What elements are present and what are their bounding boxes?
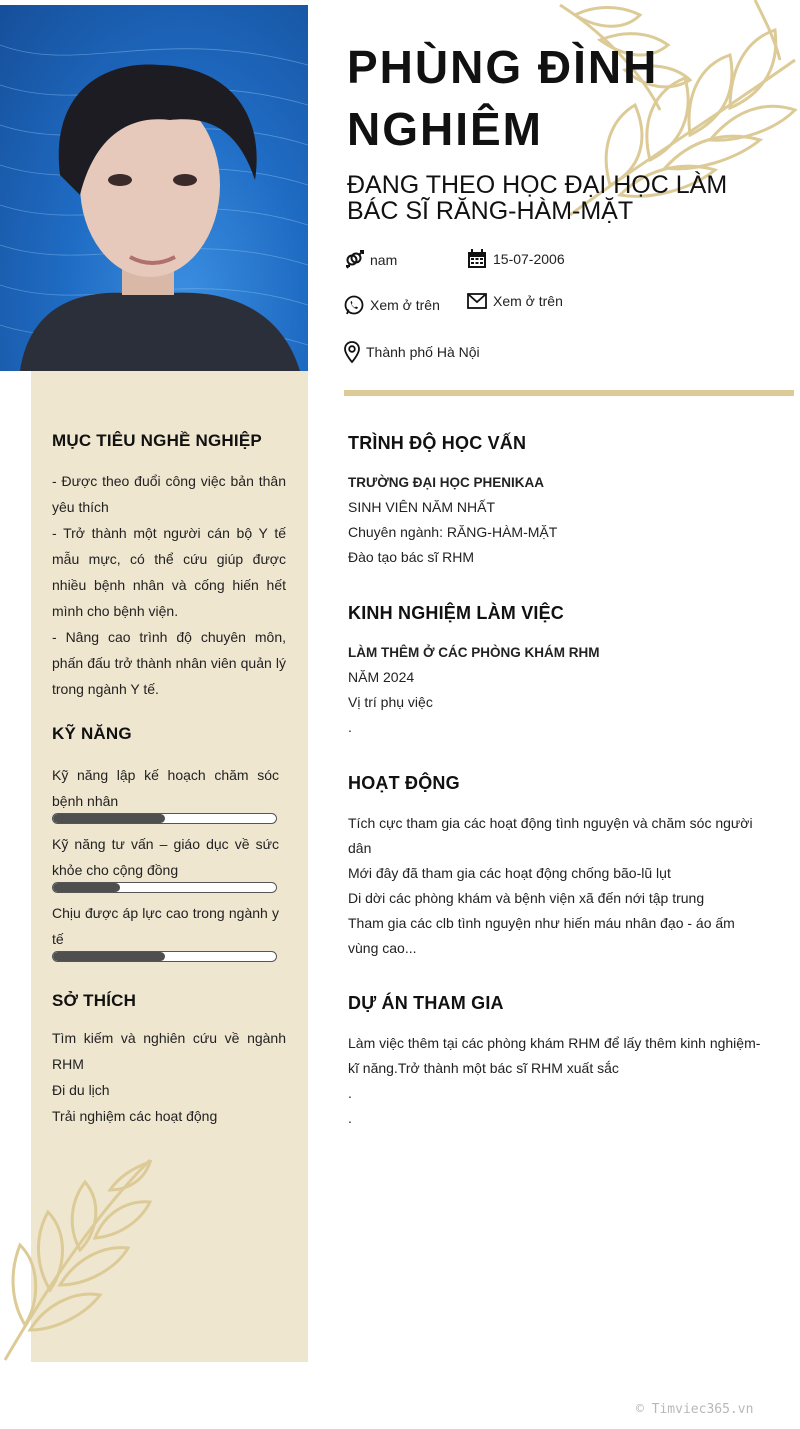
birthdate-info bbox=[467, 249, 565, 269]
activity-line: Di dời các phòng khám và bệnh viện xã đến nới tập trung bbox=[348, 890, 705, 906]
objective-line: - Trở thành một người cán bộ Y tế mẫu mực, có thể cứu giúp được nhiều bệnh nhân và cống hiến hết mình cho bệnh viện. bbox=[52, 525, 286, 619]
calendar-icon bbox=[467, 249, 487, 269]
skill-label: Kỹ năng tư vấn – giáo dục về sức khỏe cho cộng đồng bbox=[52, 836, 279, 878]
experience-title: KINH NGHIỆM LÀM VIỆC bbox=[348, 603, 565, 623]
education-line: Chuyên ngành: RĂNG-HÀM-MẶT bbox=[348, 524, 558, 540]
email-value: Xem ở trên bbox=[493, 293, 563, 309]
education-line: SINH VIÊN NĂM NHẤT bbox=[348, 499, 496, 515]
hobbies-title: SỞ THÍCH bbox=[52, 991, 137, 1010]
skill-bar bbox=[52, 951, 277, 962]
gender-icon bbox=[344, 250, 364, 270]
job-title bbox=[347, 172, 767, 224]
skill-bar-fill bbox=[53, 883, 120, 892]
subtitle-line-1: ĐANG THEO HỌC ĐẠI HỌC LÀM bbox=[347, 171, 728, 199]
candidate-name bbox=[347, 36, 777, 160]
hobby-line: Trải nghiệm các hoạt động bbox=[52, 1108, 218, 1124]
projects-title: DỰ ÁN THAM GIA bbox=[348, 993, 504, 1013]
activities-text bbox=[348, 811, 768, 961]
birthdate-value: 15-07-2006 bbox=[493, 251, 565, 267]
profile-photo bbox=[0, 5, 308, 371]
project-line: . bbox=[348, 1085, 352, 1101]
activity-line: Mới đây đã tham gia các hoạt động chống bão-lũ lụt bbox=[348, 865, 671, 881]
name-line-1: PHÙNG ĐÌNH bbox=[347, 41, 659, 93]
phone-value: Xem ở trên bbox=[370, 297, 440, 313]
activity-line: Tích cực tham gia các hoạt động tình nguyện và chăm sóc người dân bbox=[348, 815, 753, 856]
hobby-line: Đi du lịch bbox=[52, 1082, 110, 1098]
email-info bbox=[467, 293, 563, 309]
envelope-icon bbox=[467, 293, 487, 309]
education-title: TRÌNH ĐỘ HỌC VẤN bbox=[348, 433, 527, 453]
objective-text bbox=[52, 468, 286, 702]
school-name: TRƯỜNG ĐẠI HỌC PHENIKAA bbox=[348, 475, 544, 490]
education-line: Đào tạo bác sĩ RHM bbox=[348, 549, 475, 565]
skill-label: Kỹ năng lập kế hoạch chăm sóc bệnh nhân bbox=[52, 767, 279, 809]
subtitle-line-2: BÁC SĨ RĂNG-HÀM-MẶT bbox=[347, 197, 634, 225]
hobbies-text bbox=[52, 1025, 286, 1129]
objective-line: - Được theo đuổi công việc bản thân yêu thích bbox=[52, 473, 286, 515]
header-divider bbox=[344, 390, 794, 396]
skill-bar bbox=[52, 882, 277, 893]
skills-title: KỸ NĂNG bbox=[52, 724, 132, 743]
skill-bar bbox=[52, 813, 277, 824]
project-line: . bbox=[348, 1110, 352, 1126]
activity-line: Tham gia các clb tình nguyện như hiến máu nhân đạo - áo ấm vùng cao... bbox=[348, 915, 735, 956]
name-line-2: NGHIÊM bbox=[347, 103, 543, 155]
skill-bar-fill bbox=[53, 814, 165, 823]
address-info bbox=[344, 341, 480, 363]
hobby-line: Tìm kiếm và nghiên cứu về ngành RHM bbox=[52, 1030, 286, 1072]
workplace-name: LÀM THÊM Ở CÁC PHÒNG KHÁM RHM bbox=[348, 645, 600, 660]
experience-line: NĂM 2024 bbox=[348, 669, 415, 685]
objective-line: - Nâng cao trình độ chuyên môn, phấn đấu trở thành nhân viên quản lý trong ngành Y tế. bbox=[52, 629, 286, 697]
whatsapp-icon bbox=[344, 295, 364, 315]
experience-line: . bbox=[348, 719, 352, 735]
objective-title: MỤC TIÊU NGHỀ NGHIỆP bbox=[52, 431, 262, 450]
experience-line: Vị trí phụ việc bbox=[348, 694, 433, 710]
experience-text bbox=[348, 640, 768, 740]
activities-title: HOẠT ĐỘNG bbox=[348, 773, 460, 793]
project-line: Làm việc thêm tại các phòng khám RHM để lấy thêm kinh nghiệm-kĩ năng.Trở thành một bác sĩ RHM xuất sắc bbox=[348, 1035, 761, 1076]
gender-info bbox=[344, 250, 397, 270]
projects-text bbox=[348, 1031, 768, 1131]
skill-label: Chịu được áp lực cao trong ngành y tế bbox=[52, 905, 279, 947]
watermark: © Timviec365.vn bbox=[636, 1402, 754, 1417]
gender-value: nam bbox=[370, 252, 398, 268]
location-pin-icon bbox=[344, 341, 360, 363]
leaf-decoration-bottom bbox=[0, 1150, 160, 1365]
phone-info bbox=[344, 295, 440, 315]
address-value: Thành phố Hà Nội bbox=[366, 344, 480, 360]
skill-bar-fill bbox=[53, 952, 165, 961]
education-text bbox=[348, 470, 768, 570]
